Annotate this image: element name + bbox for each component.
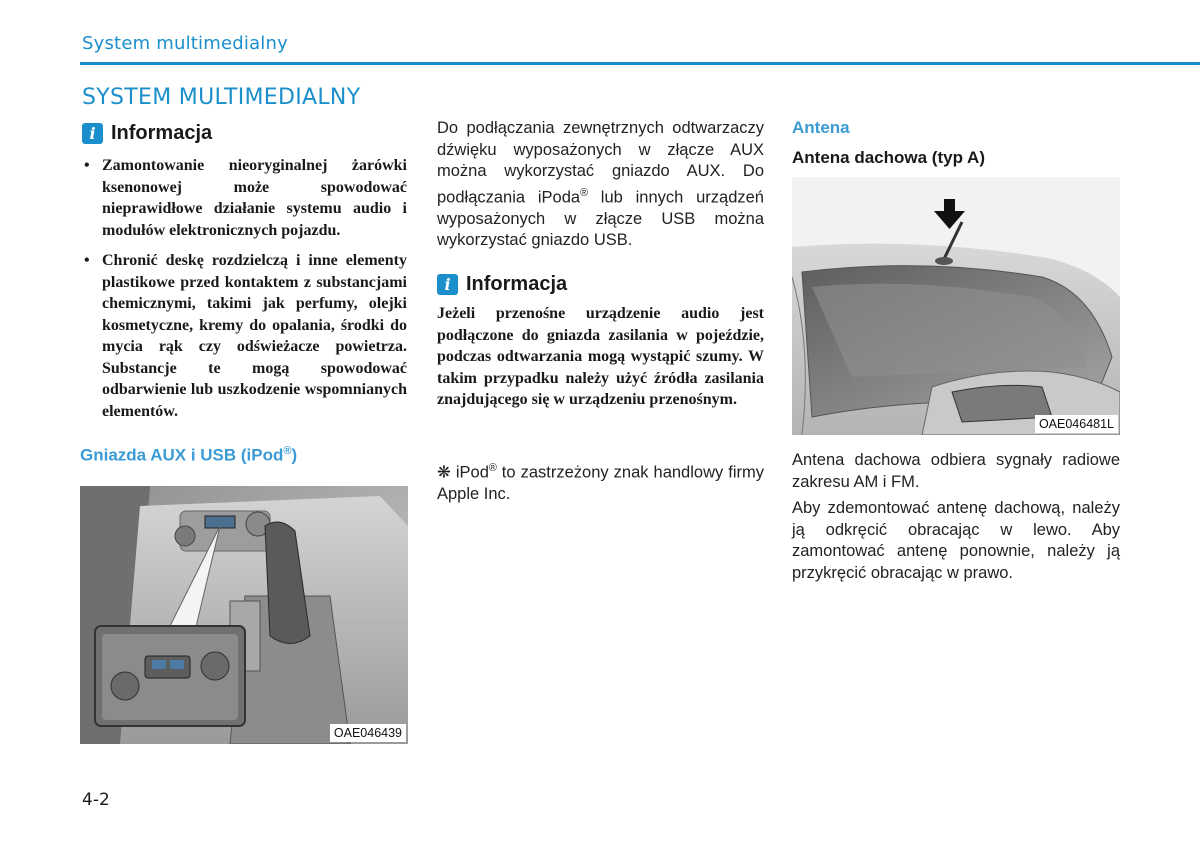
aux-usb-text-cont: lub innych urządzeń wyposażonych w złącze USB można wykorzystać gniazdo USB. bbox=[437, 188, 764, 249]
car-roof-illustration bbox=[792, 177, 1120, 435]
section-title: SYSTEM MULTIMEDIALNY bbox=[82, 85, 361, 110]
aux-usb-paragraph bbox=[437, 118, 764, 252]
asterism-icon: ❋ bbox=[437, 463, 451, 482]
trademark-note bbox=[437, 458, 764, 506]
info-bullet: • Chronić deskę rozdzielczą i inne elementy plastikowe przed kontaktem z substancjami chemicznymi, takimi jak perfumy, olejki kosmetyczne, kremy do opalania, środki do mycia rąk czy odświeżacze powietrza. Substancje te mogą spowodować odbarwienie lub uszkodzenie wspomnianych elementów. bbox=[80, 250, 407, 422]
antenna-heading: Antena bbox=[792, 118, 850, 137]
figure-code: OAE046439 bbox=[330, 724, 406, 742]
info-title: Informacja bbox=[466, 273, 568, 295]
trademark-text-cont: to zastrzeżony znak handlowy firmy Apple Inc. bbox=[437, 463, 764, 503]
registered-mark: ® bbox=[580, 186, 588, 199]
info-heading bbox=[82, 122, 212, 145]
registered-mark: ® bbox=[488, 462, 497, 474]
info-heading bbox=[437, 273, 567, 296]
info-icon: i bbox=[82, 123, 103, 144]
info-bullet: • Zamontowanie nieoryginalnej żarówki ksenonowej może spowodować nieprawidłowe działanie systemu audio i modułów elektronicznych pojazdu. bbox=[80, 155, 407, 241]
figure-code: OAE046481L bbox=[1035, 415, 1118, 433]
trademark-text: iPod bbox=[450, 463, 489, 482]
aux-usb-heading-close: ) bbox=[291, 445, 298, 465]
aux-usb-heading-text: Gniazda AUX i USB (iPod bbox=[80, 445, 284, 465]
info-paragraph: Jeżeli przenośne urządzenie audio jest podłączone do gniazda zasilania w pojeździe, podczas odtwarzania mogą wystąpić szumy. W takim przypadku należy użyć źródła zasilania znajdującego się w urządzeniu przenośnym. bbox=[437, 305, 764, 408]
antenna-paragraph-2: Aby zdemontować antenę dachową, należy ją odkręcić obracając w lewo. Aby zamontować antenę ponownie, należy ją przykręcić obracając w prawo. bbox=[792, 499, 1120, 582]
console-illustration bbox=[80, 486, 408, 744]
info-icon: i bbox=[437, 274, 458, 295]
info-title: Informacja bbox=[111, 122, 213, 144]
page-number: 4-2 bbox=[82, 790, 110, 810]
aux-usb-figure bbox=[80, 486, 408, 744]
info-bullet-list bbox=[80, 155, 407, 431]
registered-mark: ® bbox=[283, 445, 292, 457]
antenna-figure bbox=[792, 177, 1120, 435]
aux-usb-heading bbox=[80, 445, 297, 466]
antenna-subheading: Antena dachowa (typ A) bbox=[792, 148, 985, 167]
running-header: System multimedialny bbox=[82, 33, 288, 54]
aux-usb-text: Do podłączania zewnętrznych odtwarzaczy dźwięku wyposażonych w złącze AUX można wykorzystać gniazdo AUX. Do podłączania iPoda bbox=[437, 119, 764, 206]
header-divider bbox=[80, 62, 1200, 65]
antenna-paragraph-1: Antena dachowa odbiera sygnały radiowe zakresu AM i FM. bbox=[792, 451, 1120, 491]
